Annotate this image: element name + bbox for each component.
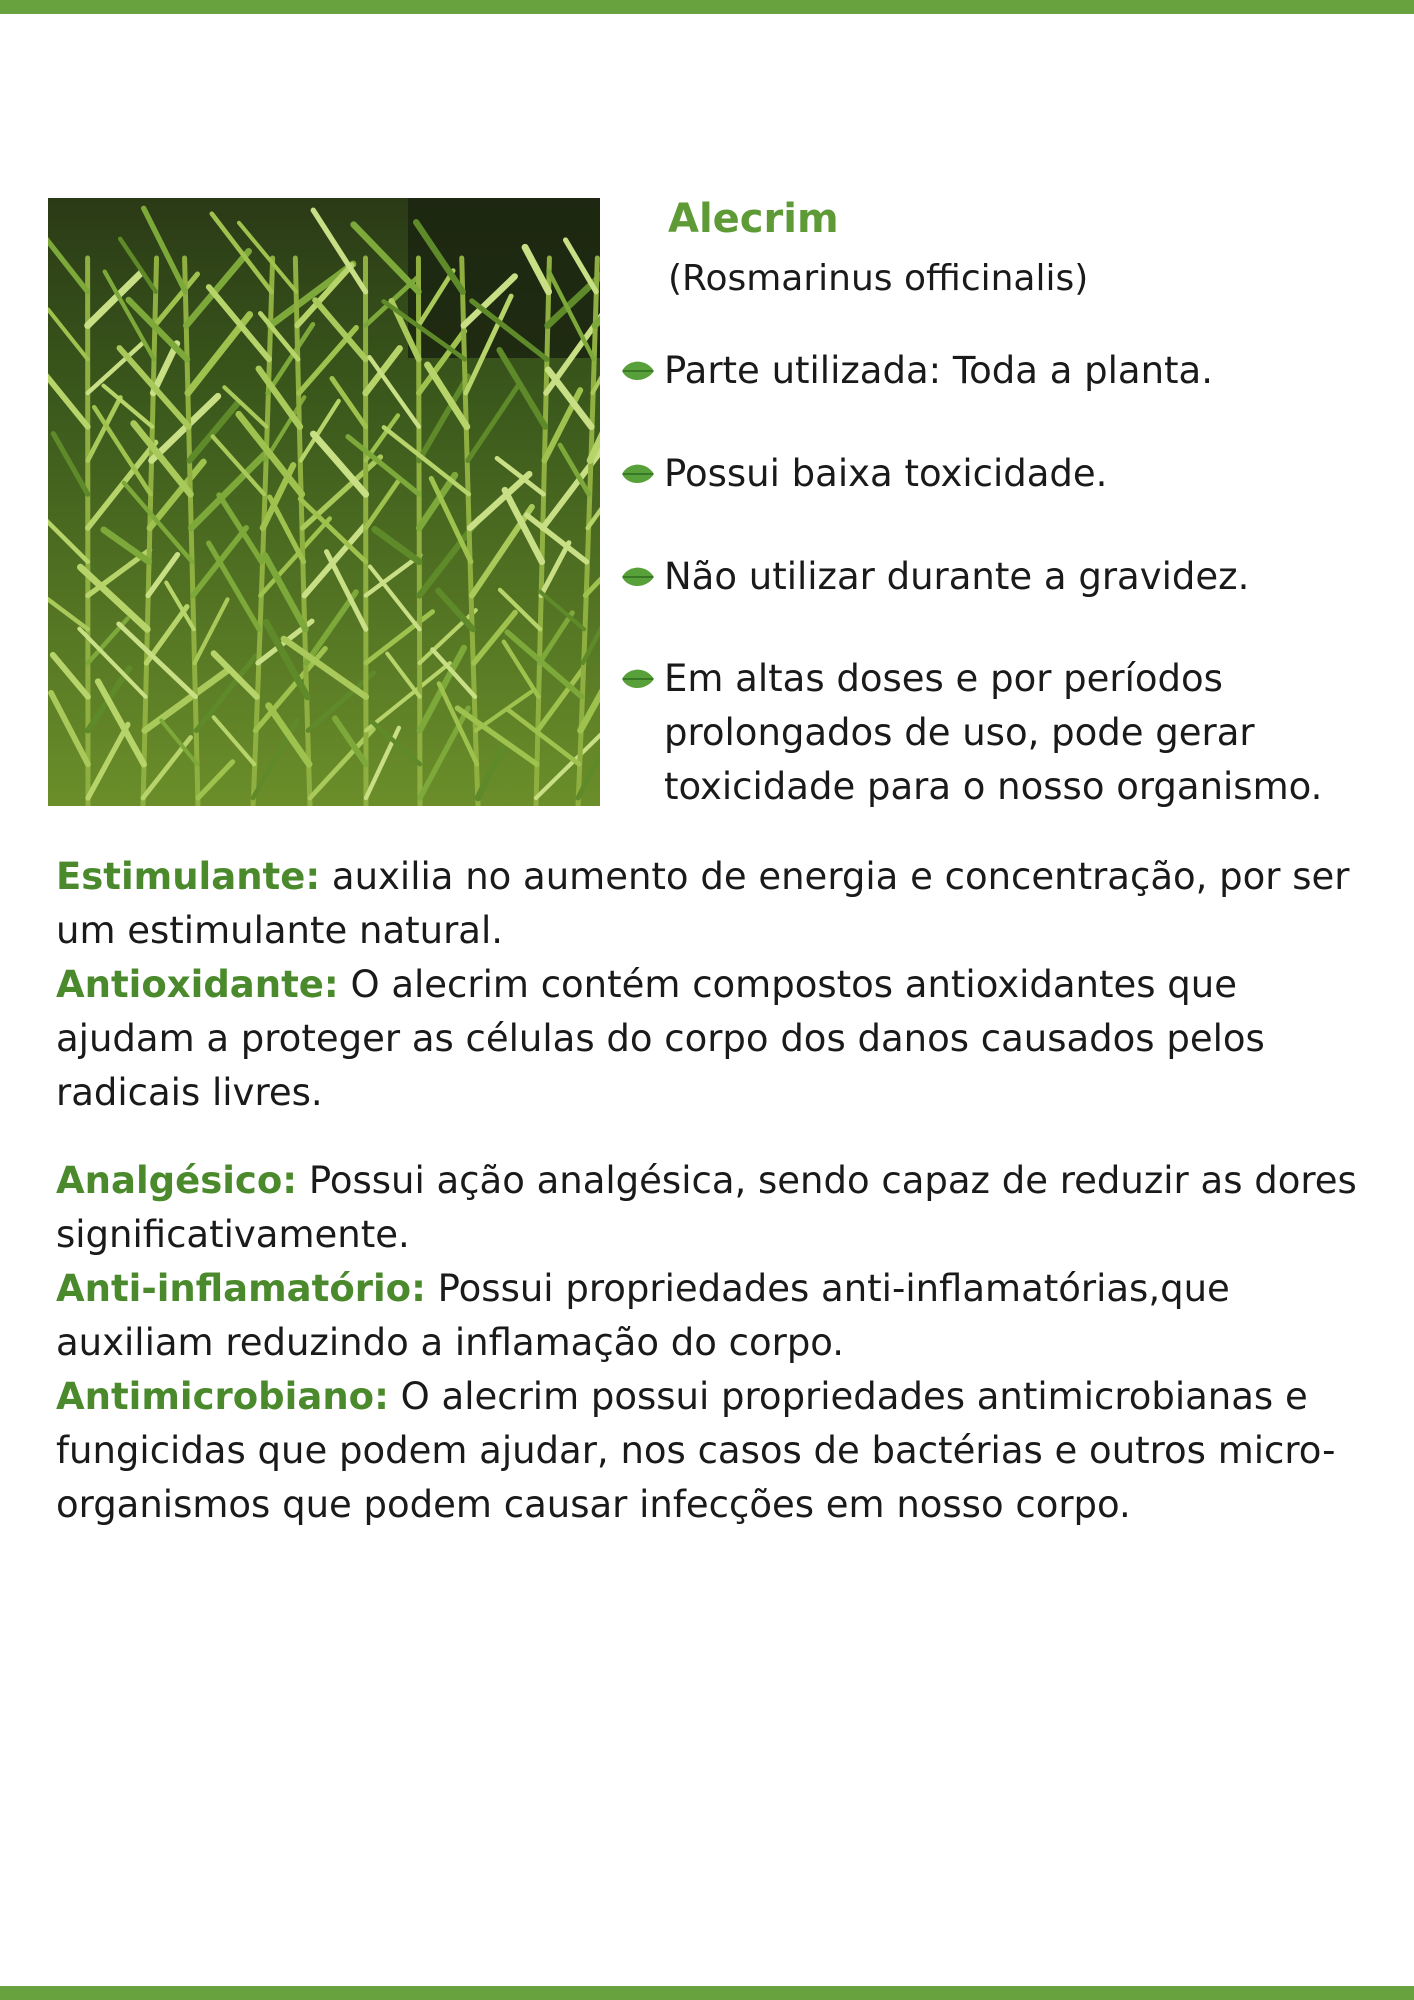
property-term: Antioxidante: <box>56 963 339 1006</box>
property-anti-inflammatory <box>56 1262 1386 1370</box>
property-term: Antimicrobiano: <box>56 1375 389 1418</box>
property-text: O alecrim possui propriedades antimicrobianas e fungicidas que podem ajudar, nos casos de bactérias e outros micro-organismos que podem causar infecções em nosso corpo. <box>56 1375 1336 1526</box>
property-text: Possui ação analgésica, sendo capaz de reduzir as dores significativamente. <box>56 1159 1357 1256</box>
bullet-item <box>620 447 1402 501</box>
property-term: Estimulante: <box>56 855 321 898</box>
properties-list <box>56 850 1386 1532</box>
plant-name: Alecrim <box>668 196 839 242</box>
bullet-item <box>620 550 1402 604</box>
property-analgesic <box>56 1154 1386 1262</box>
property-text: O alecrim contém compostos antioxidantes que ajudam a proteger as células do corpo dos danos causados pelos radicais livres. <box>56 963 1265 1114</box>
bullet-text: Parte utilizada: Toda a planta. <box>664 349 1213 392</box>
property-term: Analgésico: <box>56 1159 298 1202</box>
bullet-item <box>620 344 1402 398</box>
bullet-text: Possui baixa toxicidade. <box>664 452 1108 495</box>
scientific-name: (Rosmarinus officinalis) <box>668 258 1089 299</box>
bottom-accent-bar <box>0 1986 1414 2000</box>
property-term: Anti-inflamatório: <box>56 1267 426 1310</box>
leaf-icon <box>620 461 656 487</box>
property-stimulant <box>56 850 1386 958</box>
bullet-text: Não utilizar durante a gravidez. <box>664 555 1250 598</box>
leaf-icon <box>620 358 656 384</box>
leaf-icon <box>620 564 656 590</box>
property-antioxidant <box>56 958 1386 1120</box>
bullet-item <box>620 652 1402 814</box>
bullet-text: Em altas doses e por períodos prolongados de uso, pode gerar toxicidade para o nosso organismo. <box>664 657 1323 808</box>
property-text: auxilia no aumento de energia e concentração, por ser um estimulante natural. <box>56 855 1350 952</box>
top-accent-bar <box>0 0 1414 14</box>
property-text: Possui propriedades anti-inflamatórias,que auxiliam reduzindo a inflamação do corpo. <box>56 1267 1230 1364</box>
leaf-icon <box>620 666 656 692</box>
rosemary-photo <box>48 198 600 806</box>
property-antimicrobial <box>56 1370 1386 1532</box>
